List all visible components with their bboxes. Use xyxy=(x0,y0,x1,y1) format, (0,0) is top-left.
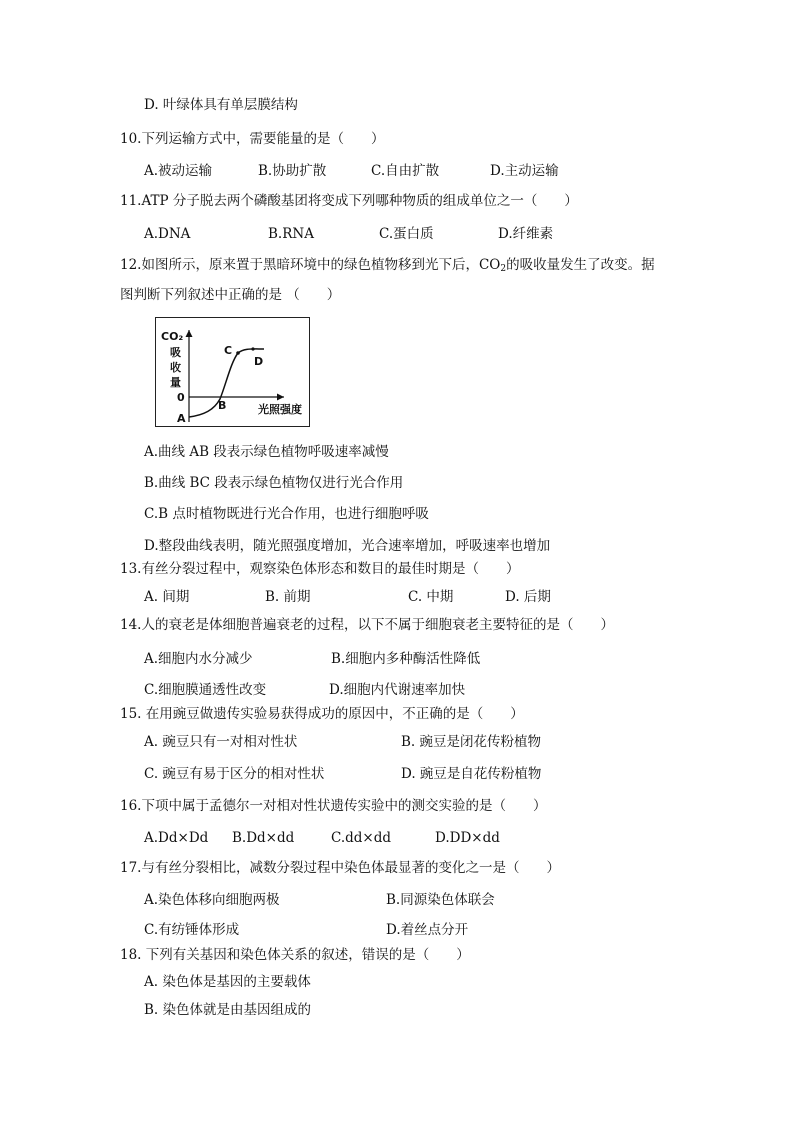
x-axis-label: 光照强度 xyxy=(258,403,302,416)
co2-curve xyxy=(189,349,264,417)
q16-option-a: A.Dd×Dd xyxy=(144,830,209,846)
q11-stem: 11.ATP 分子脱去两个磷酸基团将变成下列哪种物质的组成单位之一（ ） xyxy=(120,193,578,209)
q13-option-c: C. 中期 xyxy=(408,589,454,605)
q13-stem: 13.有丝分裂过程中，观察染色体形态和数目的最佳时期是（ ） xyxy=(120,561,520,577)
q12-option-c: C.B 点时植物既进行光合作用，也进行细胞呼吸 xyxy=(144,506,429,522)
q17-option-d: D.着丝点分开 xyxy=(386,922,469,938)
q12-option-a: A.曲线 AB 段表示绿色植物呼吸速率减慢 xyxy=(144,444,389,460)
q15-stem: 15. 在用豌豆做遗传实验易获得成功的原因中，不正确的是（ ） xyxy=(120,706,524,722)
q10-option-c: C.自由扩散 xyxy=(371,163,440,179)
q18-option-b: B. 染色体就是由基因组成的 xyxy=(144,1002,312,1018)
q12-co2-subscript: 2 xyxy=(500,264,507,274)
q12-option-d: D.整段曲线表明，随光照强度增加，光合速率增加，呼吸速率也增加 xyxy=(144,538,551,554)
q10-option-b: B.协助扩散 xyxy=(258,163,327,179)
q12-stem-line2: 图判断下列叙述中正确的是 （ ） xyxy=(120,287,341,303)
q12-option-b: B.曲线 BC 段表示绿色植物仅进行光合作用 xyxy=(144,475,404,491)
y-axis-label-char2: 收 xyxy=(170,361,181,374)
q14-option-b: B.细胞内多种酶活性降低 xyxy=(331,651,481,667)
q18-option-a: A. 染色体是基因的主要载体 xyxy=(144,974,311,990)
q14-option-c: C.细胞膜通透性改变 xyxy=(144,682,267,698)
q13-option-d: D. 后期 xyxy=(505,589,551,605)
q16-option-b: B.Dd×dd xyxy=(232,830,295,846)
point-label-d: D xyxy=(254,355,264,368)
q9-option-d: D. 叶绿体具有单层膜结构 xyxy=(144,97,298,113)
q14-option-a: A.细胞内水分减少 xyxy=(144,651,253,667)
q12-stem-part2: 的吸收量发生了改变。据 xyxy=(506,257,655,273)
q12-stem-line1 xyxy=(120,256,655,278)
q14-option-d: D.细胞内代谢速率加快 xyxy=(329,682,466,698)
co2-graph-svg xyxy=(156,318,311,428)
point-d-dot xyxy=(251,347,254,350)
q16-option-c: C.dd×dd xyxy=(331,830,392,846)
q11-option-b: B.RNA xyxy=(268,226,314,242)
q17-option-b: B.同源染色体联会 xyxy=(386,892,495,908)
q10-option-a: A.被动运输 xyxy=(144,163,213,179)
point-label-a: A xyxy=(177,412,186,425)
q17-stem: 17.与有丝分裂相比，减数分裂过程中染色体最显著的变化之一是（ ） xyxy=(120,860,560,876)
point-c-dot xyxy=(236,351,240,355)
y-axis-label-co2: CO₂ xyxy=(161,330,184,343)
q12-stem-part1: 12.如图所示，原来置于黑暗环境中的绿色植物移到光下后，CO xyxy=(120,257,501,273)
q13-option-a: A. 间期 xyxy=(144,589,190,605)
q11-option-c: C.蛋白质 xyxy=(379,226,434,242)
q16-option-d: D.DD×dd xyxy=(435,830,500,846)
q15-option-d: D. 豌豆是自花传粉植物 xyxy=(401,766,542,782)
q15-option-b: B. 豌豆是闭花传粉植物 xyxy=(401,734,542,750)
point-label-c: C xyxy=(224,344,233,357)
q13-option-b: B. 前期 xyxy=(265,589,311,605)
q16-stem: 16.下项中属于孟德尔一对相对性状遗传实验中的测交实验的是（ ） xyxy=(120,798,547,814)
point-label-b: B xyxy=(218,399,227,412)
q14-stem: 14.人的衰老是体细胞普遍衰老的过程，以下不属于细胞衰老主要特征的是（ ） xyxy=(120,617,614,633)
q15-option-c: C. 豌豆有易于区分的相对性状 xyxy=(144,766,325,782)
q17-option-c: C.有纺锤体形成 xyxy=(144,922,240,938)
q18-stem: 18. 下列有关基因和染色体关系的叙述，错误的是（ ） xyxy=(120,947,470,963)
q10-stem: 10.下列运输方式中，需要能量的是（ ） xyxy=(120,131,385,147)
q11-option-d: D.纤维素 xyxy=(498,226,554,242)
q11-option-a: A.DNA xyxy=(144,226,191,242)
q17-option-a: A.染色体移向细胞两极 xyxy=(144,892,280,908)
q15-option-a: A. 豌豆只有一对相对性状 xyxy=(144,734,298,750)
y-axis-label-char1: 吸 xyxy=(170,346,181,359)
origin-label: 0 xyxy=(177,391,185,404)
co2-absorption-graph xyxy=(155,317,310,427)
q10-option-d: D.主动运输 xyxy=(490,163,559,179)
y-axis-label-char3: 量 xyxy=(170,376,181,389)
